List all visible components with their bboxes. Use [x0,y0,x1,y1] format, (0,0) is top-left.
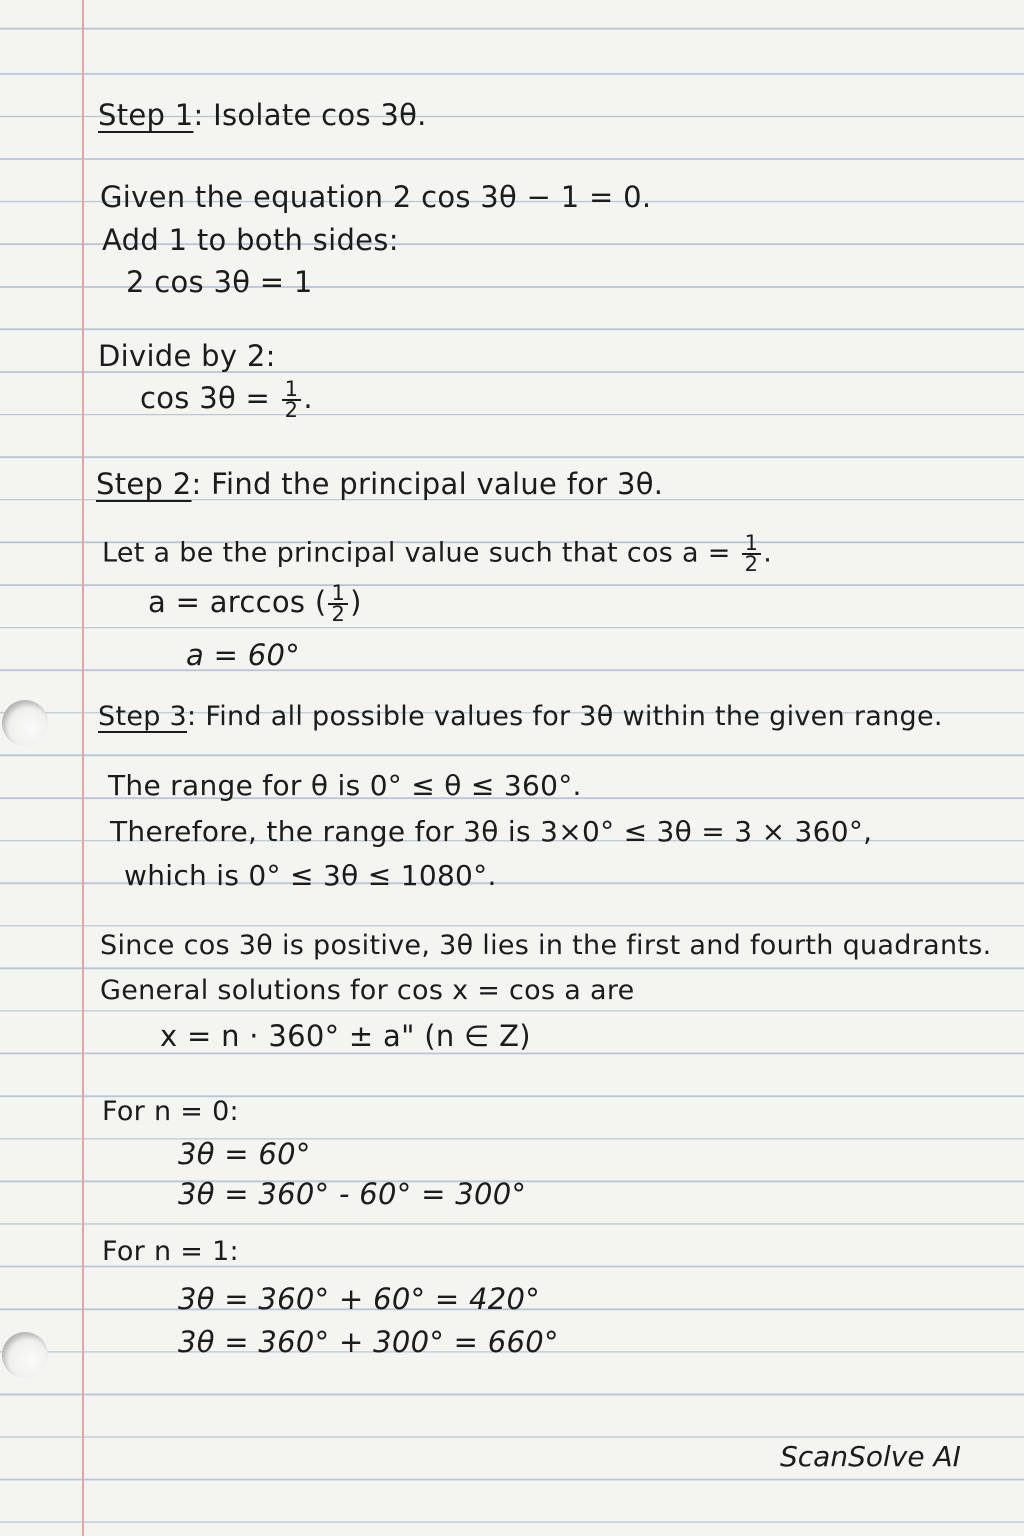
step1-label: Step 1 [98,98,194,132]
step2-label: Step 2 [96,467,192,501]
fraction-numerator: 1 [282,380,302,401]
given-equation: Given the equation 2 cos 3θ − 1 = 0. [100,180,652,214]
step3-title: : Find all possible values for 3θ within the given range. [187,701,943,732]
general-solution-formula: x = n · 360° ± a" (n ∈ Z) [160,1019,531,1053]
arccos-equation [148,581,362,626]
step1-heading [98,97,427,133]
arccos-right: ) [350,585,362,619]
three-theta-range-result: which is 0° ≤ 3θ ≤ 1080°. [124,859,497,892]
fraction-denominator: 2 [331,602,346,626]
three-theta-range: Therefore, the range for 3θ is 3×0° ≤ 3θ = 3 × 360°, [110,815,873,848]
step2-title: : Find the principal value for 3θ. [191,467,664,501]
principal-value-definition [102,531,773,576]
fraction-half [328,581,348,626]
fraction-numerator: 1 [328,584,348,605]
step3-label: Step 3 [98,701,188,732]
eq2-end: . [303,381,313,415]
scansolve-watermark: ScanSolve AI [780,1440,961,1473]
fraction-numerator: 1 [742,534,762,555]
principal-value-result: a = 60° [186,638,301,672]
fraction-half [742,531,762,576]
case-n0-eq2: 3θ = 360° - 60° = 300° [178,1177,527,1211]
case-n1-eq1: 3θ = 360° + 60° = 420° [178,1282,541,1316]
case-n0-eq1: 3θ = 60° [178,1137,311,1171]
case-n0-label: For n = 0: [102,1096,239,1127]
equation-cos-half [140,377,313,422]
divide-instruction: Divide by 2: [98,339,276,373]
equation-2cos: 2 cos 3θ = 1 [126,265,313,299]
quadrant-statement: Since cos 3θ is positive, 3θ lies in the first and fourth quadrants. [100,930,992,961]
punch-hole-top [2,700,48,746]
case-n1-eq2: 3θ = 360° + 300° = 660° [178,1325,559,1359]
general-solution-intro: General solutions for cos x = cos a are [100,975,635,1006]
punch-hole-bottom [2,1332,48,1378]
fraction-denominator: 2 [744,552,759,576]
let-text: Let a be the principal value such that cos a = [102,537,731,569]
let-end: . [763,537,773,569]
theta-range: The range for θ is 0° ≤ θ ≤ 360°. [108,769,582,802]
step1-title: : Isolate cos 3θ. [193,98,427,132]
margin-line [82,0,84,1536]
case-n1-label: For n = 1: [102,1236,239,1267]
fraction-half [282,377,302,422]
step2-heading [96,466,663,502]
arccos-left: a = arccos ( [148,585,327,619]
add-instruction: Add 1 to both sides: [102,223,399,257]
step3-heading [98,699,943,735]
fraction-denominator: 2 [284,398,299,422]
eq2-left: cos 3θ = [140,381,271,415]
